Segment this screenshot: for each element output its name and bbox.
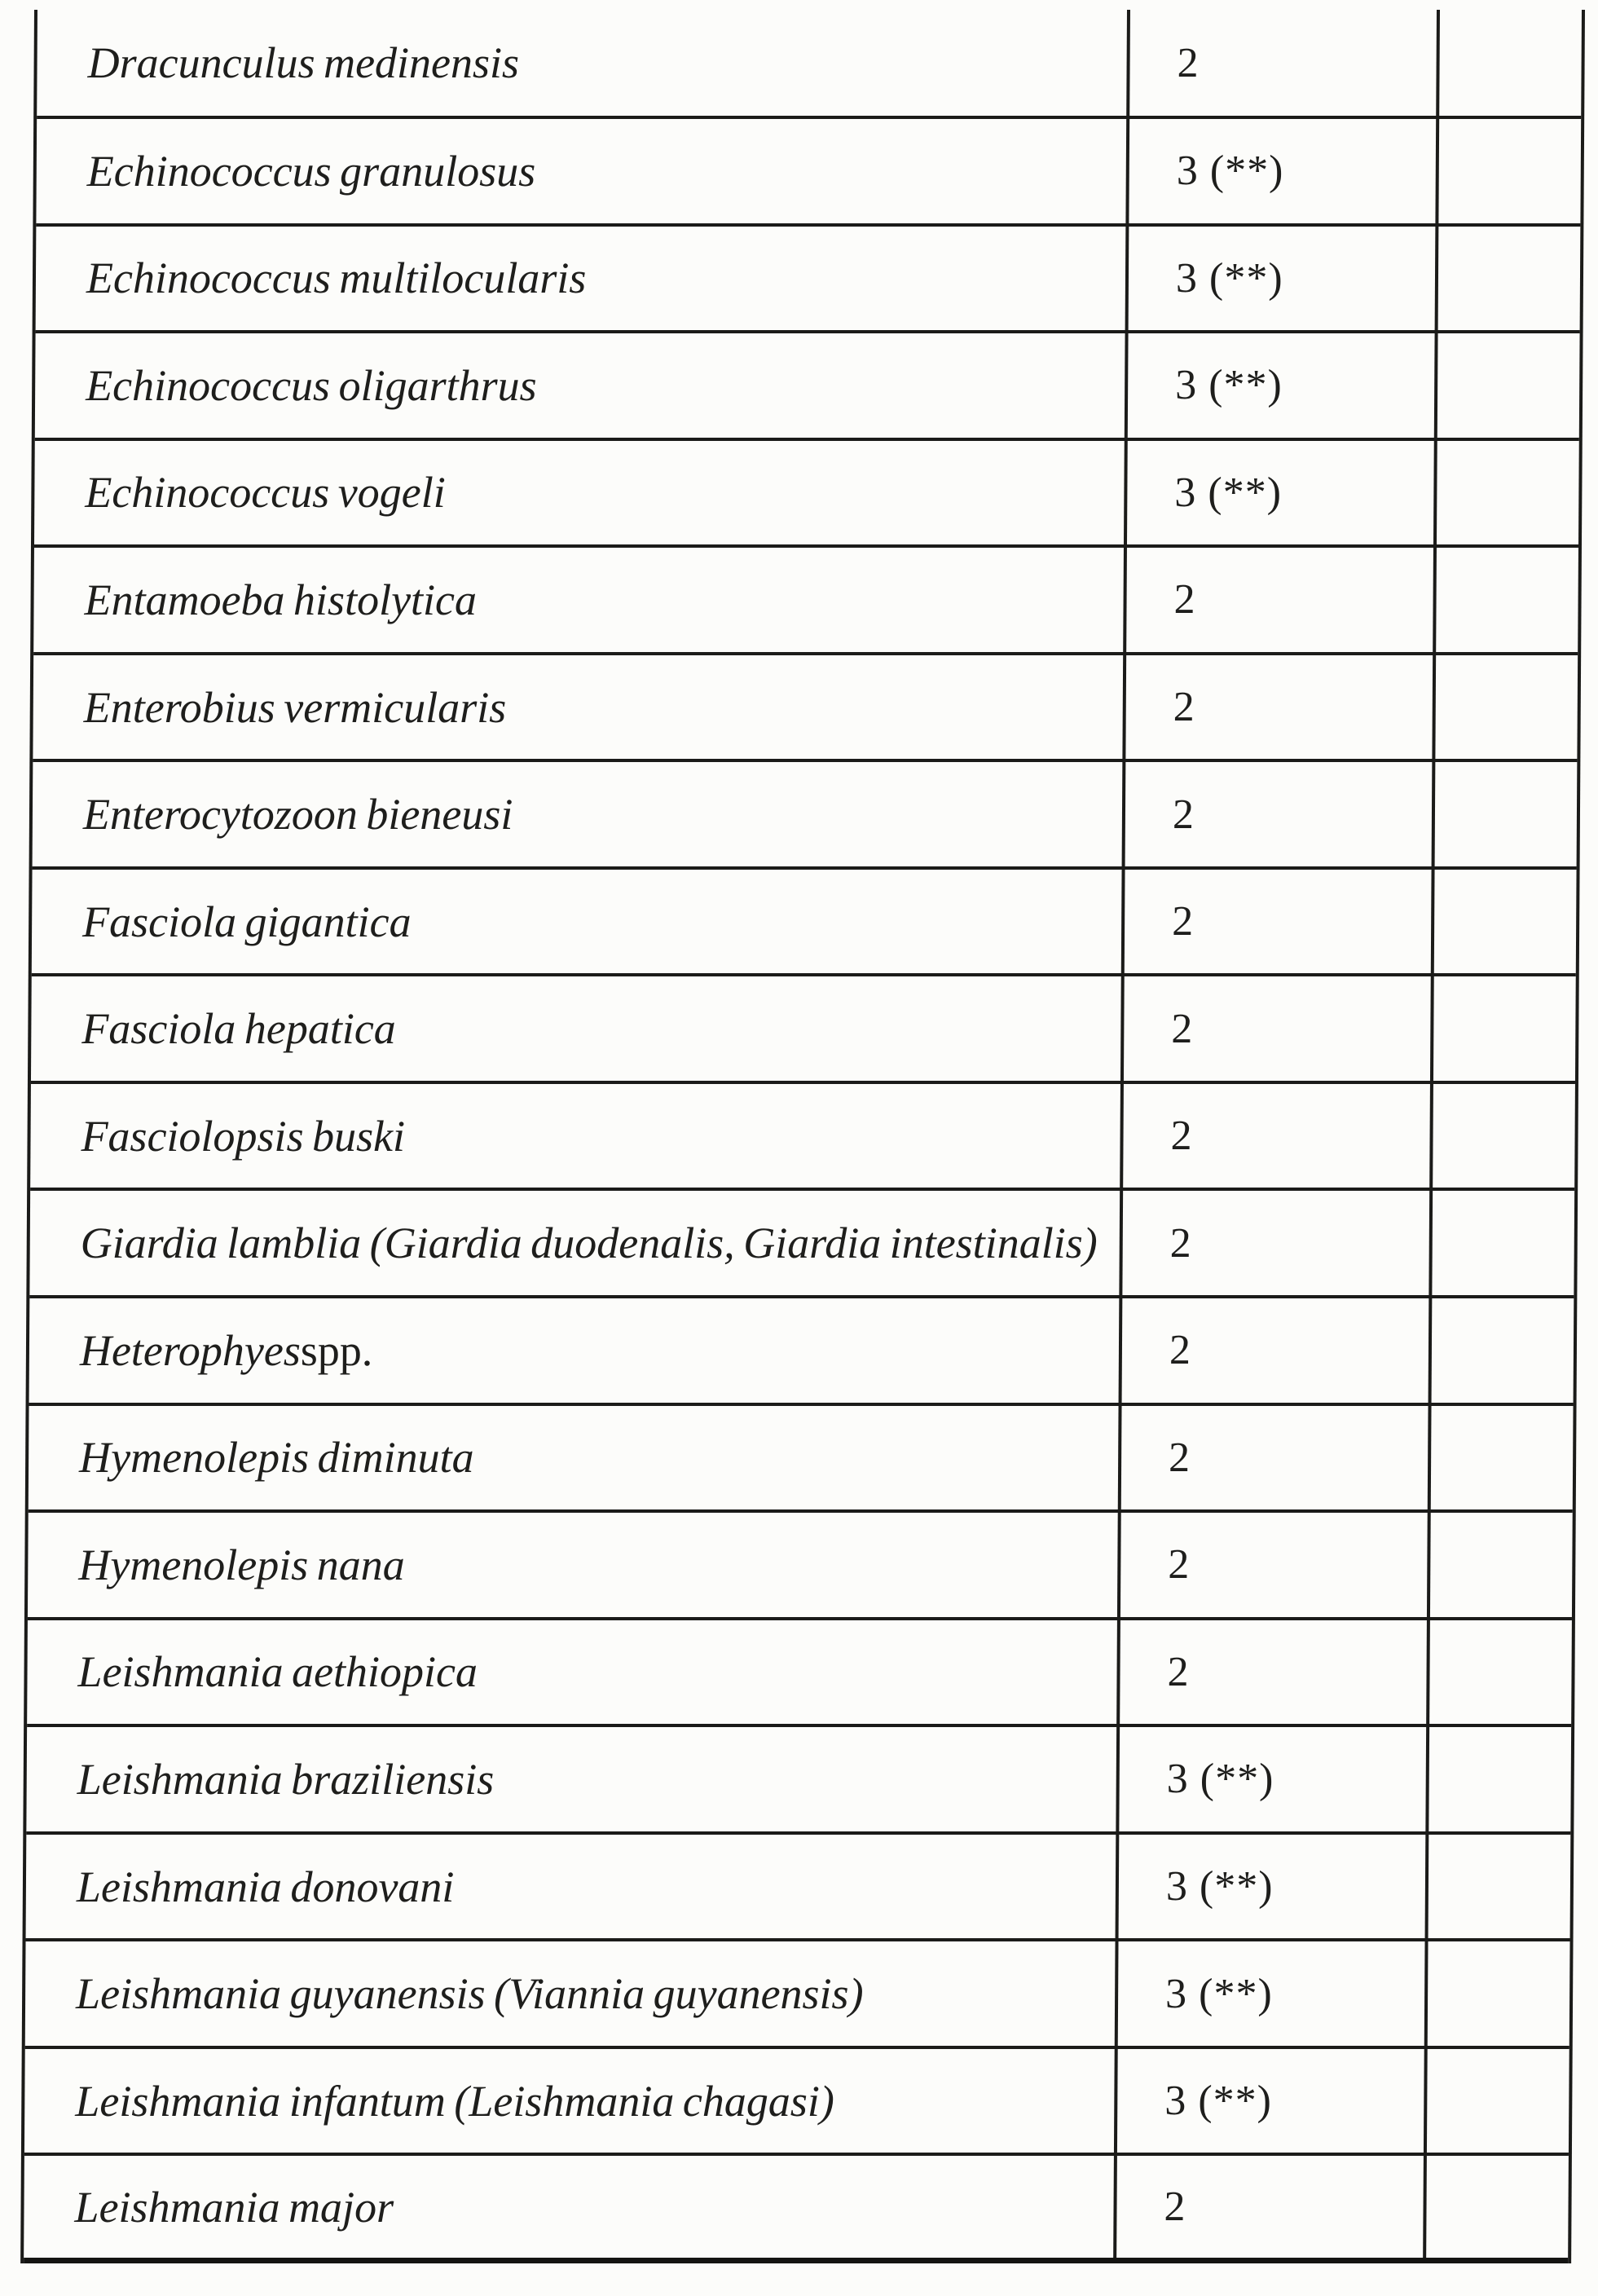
species-name: Leishmania major [74,2182,394,2232]
classification-cell [1128,333,1438,438]
species-cell [24,2049,1118,2153]
species-name: Echinococcus vogeli [85,468,446,518]
species-classification-table [20,10,1585,2263]
species-name: Enterobius vermicularis [83,682,507,732]
notes-cell [1427,2049,1569,2153]
species-cell [26,1835,1120,1939]
classification-value: 2 [1170,1113,1193,1160]
notes-cell [1437,333,1580,438]
classification-cell [1117,2049,1428,2153]
classification-value: 2 [1168,1434,1191,1481]
classification-cell [1122,1298,1433,1403]
species-name: Enterocytozoon bieneusi [82,790,513,840]
classification-value: 2 [1168,1541,1191,1589]
notes-cell [1434,870,1577,974]
classification-cell [1120,1620,1430,1725]
species-name: Fasciola gigantica [81,897,412,946]
species-name: Leishmania donovani [76,1862,455,1911]
species-name: Leishmania braziliensis [77,1754,495,1804]
species-name: Leishmania aethiopica [77,1647,478,1697]
species-name-suffix: spp. [300,1325,373,1375]
table-row [24,2049,1569,2157]
classification-cell [1121,1406,1432,1510]
classification-value: 2 [1171,898,1195,945]
species-name: Fasciola hepatica [81,1004,396,1054]
classification-cell [1116,2156,1427,2258]
species-name: Dracunculus medinensis [87,38,520,87]
species-cell [33,548,1127,652]
notes-cell [1432,1191,1574,1295]
table-row [28,1513,1573,1620]
species-name: Echinococcus multilocularis [86,253,587,303]
table-row [31,976,1576,1084]
notes-cell [1433,1084,1575,1188]
species-cell [27,1620,1120,1725]
species-cell [29,1298,1123,1403]
table-row [25,1941,1570,2049]
classification-cell [1119,1835,1429,1939]
classification-cell [1125,762,1436,866]
species-cell [26,1727,1120,1831]
table-row [36,227,1581,334]
notes-cell [1429,1727,1571,1831]
species-cell [36,227,1129,331]
classification-value: 2 [1167,1648,1190,1695]
classification-cell [1125,655,1436,760]
classification-value: 3 (**) [1164,1970,1273,2017]
table-row [35,333,1580,441]
notes-cell [1436,548,1578,652]
table-row [33,548,1578,655]
classification-value: 3 (**) [1165,1863,1274,1910]
species-cell [25,1941,1119,2046]
notes-cell [1430,1513,1573,1617]
species-cell [33,762,1126,866]
classification-value: 2 [1173,684,1195,730]
table-row [26,1835,1571,1942]
classification-value: 3 (**) [1174,469,1283,516]
table-row [33,762,1578,870]
classification-cell [1124,976,1434,1081]
classification-value: 2 [1173,576,1196,624]
species-name: Echinococcus oligarthrus [86,360,537,410]
species-cell [32,870,1125,974]
table-row [36,119,1581,227]
species-cell [28,1513,1121,1617]
classification-cell [1119,1727,1429,1831]
notes-cell [1439,10,1582,116]
species-cell [36,119,1129,223]
classification-value: 2 [1177,39,1200,86]
classification-cell [1129,119,1439,223]
species-name: Hymenolepis nana [78,1540,405,1589]
classification-value: 3 (**) [1175,254,1283,302]
notes-cell [1432,1298,1574,1403]
species-name: Entamoeba histolytica [84,575,478,624]
table-row [26,1727,1571,1835]
classification-value: 3 (**) [1166,1756,1274,1803]
notes-cell [1431,1406,1574,1510]
notes-cell [1426,2156,1569,2258]
species-name: Heterophyes [79,1325,302,1375]
classification-value: 3 (**) [1164,2078,1273,2125]
species-name: Hymenolepis diminuta [78,1433,474,1483]
notes-cell [1437,441,1579,545]
species-cell [34,441,1128,545]
classification-value: 2 [1169,1327,1192,1374]
notes-cell [1435,762,1578,866]
classification-value: 3 (**) [1175,362,1283,409]
notes-cell [1435,655,1578,760]
species-name: Leishmania guyanensis (Viannia guyanensis) [75,1969,864,2019]
species-cell [31,976,1125,1081]
table-row [37,10,1582,119]
classification-value: 2 [1171,1005,1194,1052]
species-cell [33,655,1126,760]
classification-cell [1120,1513,1431,1617]
classification-value: 2 [1169,1219,1192,1267]
species-name: Giardia lamblia (Giardia duodenalis, Giardia intestinalis) [80,1219,1098,1268]
table-row [33,655,1578,763]
classification-value: 2 [1172,791,1195,838]
table-row [27,1620,1572,1728]
table-row [29,1298,1574,1406]
species-cell [30,1084,1124,1188]
table-row [24,2156,1569,2263]
classification-cell [1129,227,1439,331]
classification-cell [1123,1084,1433,1188]
classification-cell [1127,441,1437,545]
species-cell [29,1406,1122,1510]
notes-cell [1428,1941,1570,2046]
species-name: Fasciolopsis buski [81,1111,406,1161]
notes-cell [1438,119,1581,223]
notes-cell [1429,1835,1571,1939]
notes-cell [1429,1620,1572,1725]
classification-cell [1118,1941,1429,2046]
notes-cell [1438,227,1581,331]
table-row [30,1084,1575,1192]
classification-value: 3 (**) [1176,148,1284,195]
table-row [32,870,1577,977]
classification-value: 2 [1164,2184,1186,2231]
notes-cell [1433,976,1576,1081]
species-cell [24,2156,1117,2258]
table-row [29,1406,1574,1514]
species-cell [35,333,1129,438]
table-row [29,1191,1574,1298]
table-row [34,441,1579,549]
species-cell [37,10,1130,116]
classification-cell [1126,548,1437,652]
classification-cell [1125,870,1435,974]
classification-cell [1129,10,1440,116]
species-name: Echinococcus granulosus [86,146,536,196]
species-cell [29,1191,1123,1295]
species-name: Leishmania infantum (Leishmania chagasi) [75,2076,835,2126]
classification-cell [1122,1191,1433,1295]
